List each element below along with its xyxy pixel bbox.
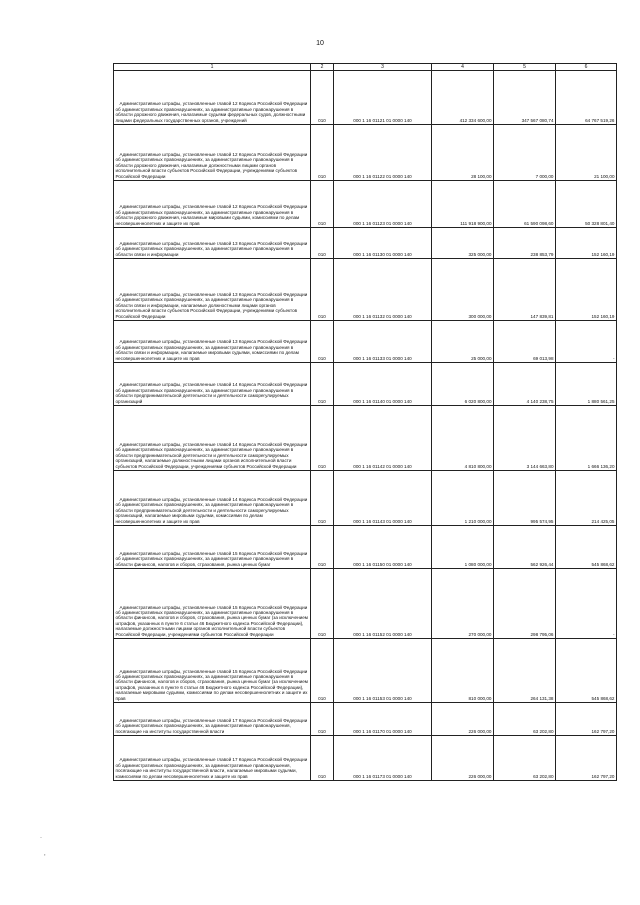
- header-col-2: 2: [311, 64, 334, 71]
- executed-amount: 4 140 238,75: [494, 363, 556, 406]
- budget-classification-code: 000 1 16 01130 01 0000 140: [334, 228, 432, 259]
- executed-amount: 347 567 080,74: [494, 71, 556, 125]
- budget-classification-code: 000 1 16 01142 01 0000 140: [334, 406, 432, 471]
- line-code: 010: [311, 363, 334, 406]
- approved-amount: 111 918 900,00: [432, 181, 494, 228]
- indicator-name: Административные штрафы, установленные главой 15 Кодекса Российской Федерации об административных правонарушениях, за административные правонарушения в области финансов, налогов и сборов, страхования, рынка ценных бумаг (за исключением штрафов, указанных в пункте 6 статьи 46 Бюджетного кодекса Российской Федерации), налагаемые должностными лицами органов исполнительной власти субъектов Российской Федерации, учреждениями субъектов Российской Федерации: [114, 569, 311, 639]
- indicator-name: Административные штрафы, установленные главой 14 Кодекса Российской Федерации об административных правонарушениях, за административные правонарушения в области предпринимательской деятельности и деятельности саморегулируемых организаций, налагаемые должностными лицами органов исполнительной власти субъектов Российской Федерации, учреждениями субъектов Российской Федерации: [114, 406, 311, 471]
- indicator-name: Административные штрафы, установленные главой 13 Кодекса Российской Федерации об административных правонарушениях, за административные правонарушения в области связи и информации, налагаемые должностными лицами органов исполнительной власти субъектов Российской Федерации, учреждениями субъектов Российской Федерации: [114, 259, 311, 321]
- line-code: 010: [311, 125, 334, 181]
- executed-amount: 63 202,80: [494, 703, 556, 736]
- approved-amount: 6 020 800,00: [432, 363, 494, 406]
- unexecuted-amount: 162 797,20: [556, 703, 617, 736]
- unexecuted-amount: 162 797,20: [556, 736, 617, 781]
- budget-classification-code: 000 1 16 01122 01 0000 140: [334, 125, 432, 181]
- unexecuted-amount: -: [556, 569, 617, 639]
- budget-classification-code: 000 1 16 01173 01 0000 140: [334, 736, 432, 781]
- unexecuted-amount: 545 868,62: [556, 526, 617, 569]
- table-row: [114, 71, 617, 125]
- approved-amount: 25 000,00: [432, 321, 494, 363]
- table-row: [114, 125, 617, 181]
- margin-mark: ,: [44, 851, 46, 857]
- unexecuted-amount: 1 880 561,25: [556, 363, 617, 406]
- unexecuted-amount: 214 425,05: [556, 471, 617, 526]
- line-code: 010: [311, 406, 334, 471]
- table-row: [114, 363, 617, 406]
- executed-amount: 264 131,38: [494, 639, 556, 703]
- approved-amount: 28 100,00: [432, 125, 494, 181]
- indicator-name: Административные штрафы, установленные главой 14 Кодекса Российской Федерации об административных правонарушениях, за административные правонарушения в области предпринимательской деятельности и деятельности саморегулируемых организаций, налагаемые мировыми судьями, комиссиями по делам несовершеннолетних и защите их прав: [114, 471, 311, 526]
- table-row: [114, 471, 617, 526]
- header-col-1: 1: [114, 64, 311, 71]
- approved-amount: 270 000,00: [432, 569, 494, 639]
- line-code: 010: [311, 569, 334, 639]
- table-row: [114, 703, 617, 736]
- approved-amount: 226 000,00: [432, 736, 494, 781]
- line-code: 010: [311, 526, 334, 569]
- indicator-name: Административные штрафы, установленные главой 12 Кодекса Российской Федерации об административных правонарушениях, за административные правонарушения в области дорожного движения, налагаемые судьями федеральных судов, должностными лицами федеральных государственных органов, учреждений: [114, 71, 311, 125]
- executed-amount: 147 839,81: [494, 259, 556, 321]
- indicator-name: Административные штрафы, установленные главой 15 Кодекса Российской Федерации об административных правонарушениях, за административные правонарушения в области финансов, налогов и сборов, страхования, рынка ценных бумаг: [114, 526, 311, 569]
- approved-amount: 1 210 000,00: [432, 471, 494, 526]
- executed-amount: 562 926,44: [494, 526, 556, 569]
- unexecuted-amount: 50 328 801,40: [556, 181, 617, 228]
- unexecuted-amount: 21 100,00: [556, 125, 617, 181]
- table-row: [114, 259, 617, 321]
- table-row: [114, 228, 617, 259]
- line-code: 010: [311, 71, 334, 125]
- line-code: 010: [311, 703, 334, 736]
- indicator-name: Административные штрафы, установленные главой 17 Кодекса Российской Федерации об административных правонарушениях, за административные правонарушения, посягающие на институты государственной власти: [114, 703, 311, 736]
- indicator-name: Административные штрафы, установленные главой 15 Кодекса Российской Федерации об административных правонарушениях, за административные правонарушения в области финансов, налогов и сборов, страхования, рынка ценных бумаг (за исключением штрафов, указанных в пункте 6 статьи 46 Бюджетного кодекса Российской Федерации), налагаемые мировыми судьями, комиссиями по делам несовершеннолетних и защите их прав: [114, 639, 311, 703]
- budget-classification-code: 000 1 16 01121 01 0000 140: [334, 71, 432, 125]
- table-row: [114, 736, 617, 781]
- line-code: 010: [311, 181, 334, 228]
- executed-amount: 61 590 098,60: [494, 181, 556, 228]
- table-row: [114, 181, 617, 228]
- executed-amount: 3 144 663,80: [494, 406, 556, 471]
- table-row: [114, 569, 617, 639]
- approved-amount: 300 000,00: [432, 259, 494, 321]
- approved-amount: 412 334 600,00: [432, 71, 494, 125]
- revenue-table: [113, 63, 617, 781]
- indicator-name: Административные штрафы, установленные главой 12 Кодекса Российской Федерации об административных правонарушениях, за административные правонарушения в области дорожного движения, налагаемые мировыми судьями, комиссиями по делам несовершеннолетних и защите их прав: [114, 181, 311, 228]
- executed-amount: 238 853,79: [494, 228, 556, 259]
- header-row: [114, 64, 617, 71]
- unexecuted-amount: 152 160,19: [556, 259, 617, 321]
- indicator-name: Административные штрафы, установленные главой 17 Кодекса Российской Федерации об административных правонарушениях, за административные правонарушения, посягающие на институты государственной власти, налагаемые мировыми судьями, комиссиями по делам несовершеннолетних и защите их прав: [114, 736, 311, 781]
- unexecuted-amount: 545 868,62: [556, 639, 617, 703]
- executed-amount: 69 013,98: [494, 321, 556, 363]
- header-col-4: 4: [432, 64, 494, 71]
- executed-amount: 298 795,06: [494, 569, 556, 639]
- approved-amount: 325 000,00: [432, 228, 494, 259]
- executed-amount: 63 202,80: [494, 736, 556, 781]
- page-number: 10: [316, 40, 324, 47]
- line-code: 010: [311, 321, 334, 363]
- approved-amount: 810 000,00: [432, 639, 494, 703]
- budget-classification-code: 000 1 16 01132 01 0000 140: [334, 259, 432, 321]
- unexecuted-amount: 152 160,19: [556, 228, 617, 259]
- approved-amount: 1 080 000,00: [432, 526, 494, 569]
- budget-classification-code: 000 1 16 01150 01 0000 140: [334, 526, 432, 569]
- executed-amount: 7 000,00: [494, 125, 556, 181]
- budget-classification-code: 000 1 16 01152 01 0000 140: [334, 569, 432, 639]
- budget-classification-code: 000 1 16 01170 01 0000 140: [334, 703, 432, 736]
- header-col-5: 5: [494, 64, 556, 71]
- unexecuted-amount: -: [556, 321, 617, 363]
- budget-classification-code: 000 1 16 01133 01 0000 140: [334, 321, 432, 363]
- indicator-name: Административные штрафы, установленные главой 12 Кодекса Российской Федерации об административных правонарушениях, за административные правонарушения в области дорожного движения, налагаемые должностными лицами органов исполнительной власти субъектов Российской Федерации, учреждениями субъектов Российской Федерации: [114, 125, 311, 181]
- budget-classification-code: 000 1 16 01123 01 0000 140: [334, 181, 432, 228]
- margin-mark: ·: [40, 835, 42, 841]
- line-code: 010: [311, 471, 334, 526]
- header-col-3: 3: [334, 64, 432, 71]
- indicator-name: Административные штрафы, установленные главой 13 Кодекса Российской Федерации об административных правонарушениях, за административные правонарушения в области связи и информации: [114, 228, 311, 259]
- unexecuted-amount: 64 767 519,26: [556, 71, 617, 125]
- line-code: 010: [311, 259, 334, 321]
- indicator-name: Административные штрафы, установленные главой 13 Кодекса Российской Федерации об административных правонарушениях, за административные правонарушения в области связи и информации, налагаемые мировыми судьями, комиссиями по делам несовершеннолетних и защите их прав: [114, 321, 311, 363]
- header-col-6: 6: [556, 64, 617, 71]
- approved-amount: 4 810 800,00: [432, 406, 494, 471]
- table-row: [114, 321, 617, 363]
- line-code: 010: [311, 228, 334, 259]
- unexecuted-amount: 1 666 136,20: [556, 406, 617, 471]
- table-row: [114, 639, 617, 703]
- line-code: 010: [311, 639, 334, 703]
- budget-classification-code: 000 1 16 01153 01 0000 140: [334, 639, 432, 703]
- budget-classification-code: 000 1 16 01143 01 0000 140: [334, 471, 432, 526]
- approved-amount: 226 000,00: [432, 703, 494, 736]
- table-row: [114, 526, 617, 569]
- indicator-name: Административные штрафы, установленные главой 14 Кодекса Российской Федерации об административных правонарушениях, за административные правонарушения в области предпринимательской деятельности и деятельности саморегулируемых организаций: [114, 363, 311, 406]
- executed-amount: 995 574,95: [494, 471, 556, 526]
- budget-classification-code: 000 1 16 01140 01 0000 140: [334, 363, 432, 406]
- table-row: [114, 406, 617, 471]
- line-code: 010: [311, 736, 334, 781]
